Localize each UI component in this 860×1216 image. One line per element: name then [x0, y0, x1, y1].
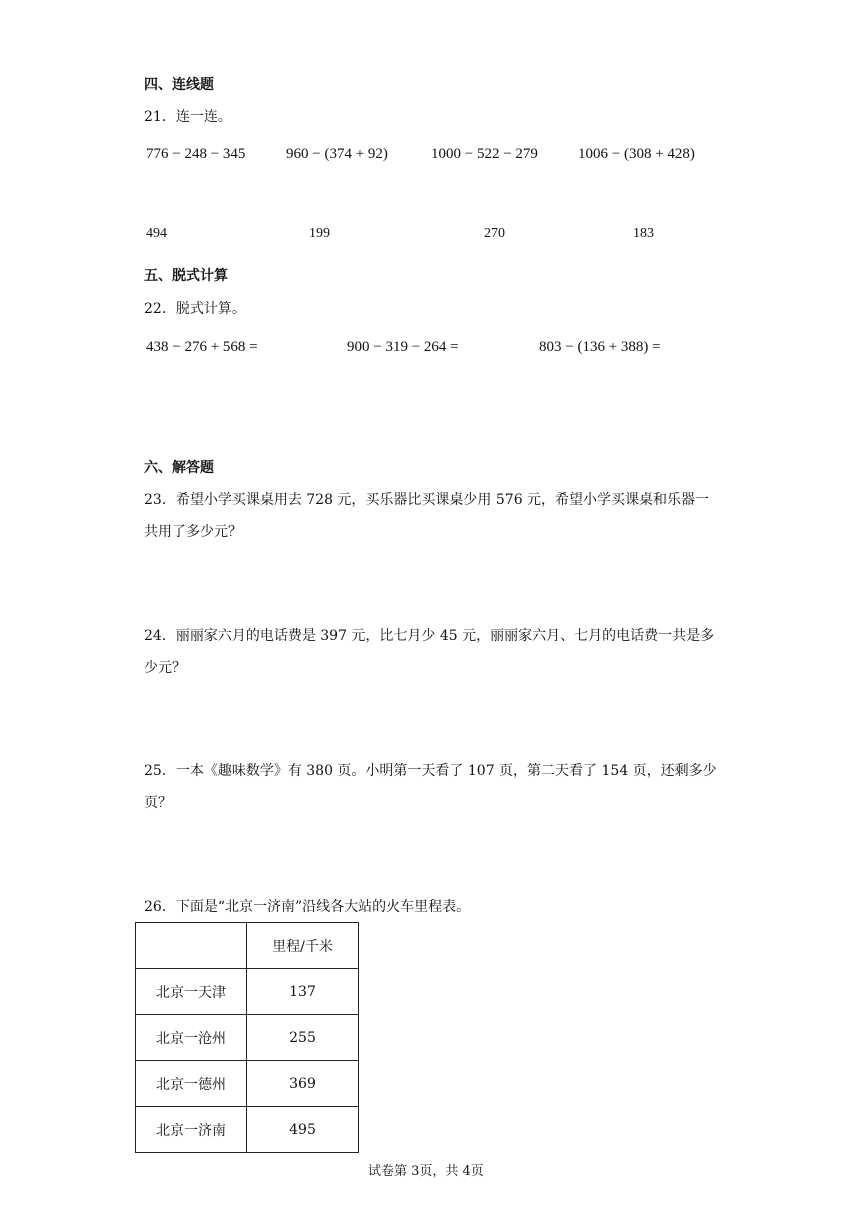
- table-row: [136, 1107, 359, 1153]
- q22-expression-1: 438 − 276 + 568 =: [146, 339, 258, 355]
- question-22-title: 22．脱式计算。: [144, 301, 246, 317]
- distance-cell: 369: [247, 1061, 359, 1107]
- q21-expression-3: 1000 − 522 − 279: [431, 146, 538, 162]
- distance-cell: 495: [247, 1107, 359, 1153]
- table-header-cell: 里程/千米: [247, 923, 359, 969]
- q21-answer-1: 494: [146, 226, 167, 241]
- distance-cell: 255: [247, 1015, 359, 1061]
- q21-expression-4: 1006 − (308 + 428): [578, 146, 695, 162]
- question-25: 25．一本《趣味数学》有 380 页。小明第一天看了 107 页，第二天看了 154 页，还剩多少页？: [144, 763, 717, 811]
- question-21-title: 21．连一连。: [144, 109, 232, 125]
- route-cell: 北京一德州: [136, 1061, 247, 1107]
- q21-answer-3: 270: [484, 226, 505, 241]
- q21-expression-2: 960 − (374 + 92): [286, 146, 388, 162]
- question-24: 24．丽丽家六月的电话费是 397 元，比七月少 45 元，丽丽家六月、七月的电话费一共是多少元？: [144, 628, 715, 676]
- table-row: [136, 1015, 359, 1061]
- distance-cell: 137: [247, 969, 359, 1015]
- q22-expression-3: 803 − (136 + 388) =: [539, 339, 661, 355]
- question-23: 23．希望小学买课桌用去 728 元，买乐器比买课桌少用 576 元，希望小学买课桌和乐器一共用了多少元？: [144, 492, 710, 540]
- page-footer: 试卷第 3页，共 4页: [368, 1164, 484, 1179]
- q21-answer-2: 199: [309, 226, 330, 241]
- table-header-row: [136, 923, 359, 969]
- question-26-title: 26．下面是“北京一济南”沿线各大站的火车里程表。: [144, 899, 471, 915]
- section-heading-4: 四、连线题: [144, 77, 214, 93]
- section-heading-5: 五、脱式计算: [144, 268, 228, 284]
- q22-expression-2: 900 − 319 − 264 =: [347, 339, 459, 355]
- route-cell: 北京一沧州: [136, 1015, 247, 1061]
- route-cell: 北京一济南: [136, 1107, 247, 1153]
- section-heading-6: 六、解答题: [144, 460, 214, 476]
- table-row: [136, 969, 359, 1015]
- q21-expression-1: 776 − 248 − 345: [146, 146, 246, 162]
- route-cell: 北京一天津: [136, 969, 247, 1015]
- q21-answer-4: 183: [633, 226, 654, 241]
- table-header-cell: [136, 923, 247, 969]
- mileage-table: [135, 922, 359, 1153]
- table-row: [136, 1061, 359, 1107]
